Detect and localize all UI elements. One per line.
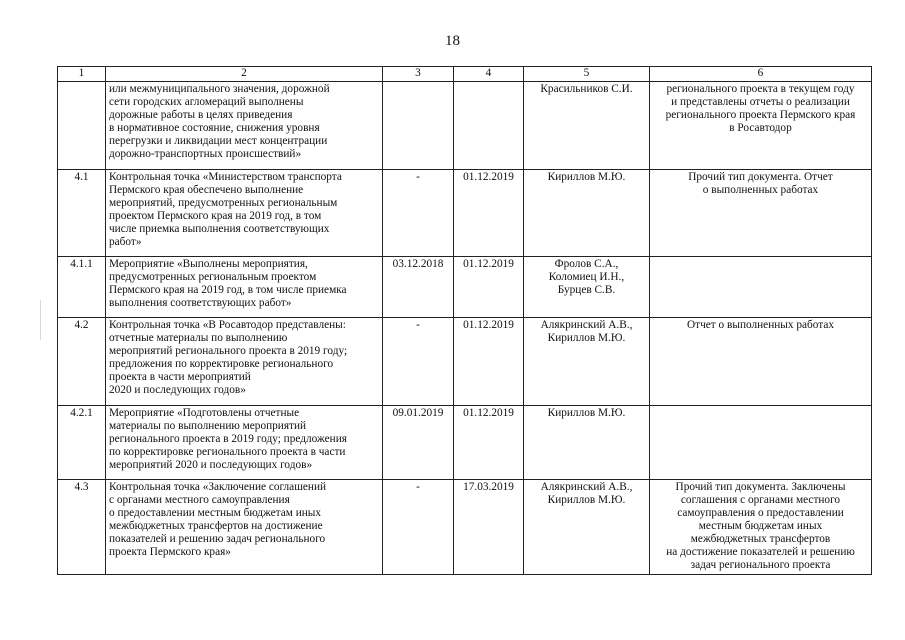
row-document <box>650 257 872 318</box>
table-row <box>58 480 872 575</box>
row-start-date: - <box>383 170 454 257</box>
row-number: 4.3 <box>58 480 106 575</box>
row-document <box>650 406 872 480</box>
row-end-date: 01.12.2019 <box>454 170 524 257</box>
col-header-start-date: 3 <box>383 67 454 82</box>
row-end-date: 17.03.2019 <box>454 480 524 575</box>
row-document: Прочий тип документа. Отчет о выполненных работах <box>650 170 872 257</box>
page-number: 18 <box>445 33 460 49</box>
table-header-row <box>58 67 872 82</box>
row-document: регионального проекта в текущем году и представлены отчеты о реализации регионального проекта Пермского края в Росавтодор <box>650 82 872 170</box>
col-header-responsible: 5 <box>524 67 650 82</box>
row-description: Контрольная точка «Заключение соглашений с органами местного самоуправления о предоставлении местным бюджетам иных межбюджетных трансфертов на достижение показателей и решению задач регионального проекта Пермского края» <box>106 480 383 575</box>
col-header-document: 6 <box>650 67 872 82</box>
table-row <box>58 257 872 318</box>
row-end-date: 01.12.2019 <box>454 406 524 480</box>
row-document: Прочий тип документа. Заключены соглашения с органами местного самоуправления о предоставлении местным бюджетам иных межбюджетных трансфертов на достижение показателей и решению задач регионального проекта <box>650 480 872 575</box>
row-responsible: Красильников С.И. <box>524 82 650 170</box>
row-number: 4.2 <box>58 318 106 406</box>
row-responsible: Кириллов М.Ю. <box>524 406 650 480</box>
col-header-number: 1 <box>58 67 106 82</box>
col-header-end-date: 4 <box>454 67 524 82</box>
row-description: Контрольная точка «Министерством транспорта Пермского края обеспечено выполнение мероприятий, предусмотренных региональным проектом Пермского края на 2019 год, в том числе приемка выполнения соответствующих работ» <box>106 170 383 257</box>
row-responsible: Алякринский А.В., Кириллов М.Ю. <box>524 480 650 575</box>
row-description: или межмуниципального значения, дорожной сети городских агломераций выполнены дорожные работы в целях приведения в нормативное состояние, снижения уровня перегрузки и ликвидации мест концентрации дорожно-транспортных происшествий» <box>106 82 383 170</box>
row-description: Мероприятие «Выполнены мероприятия, предусмотренных региональным проектом Пермского края на 2019 год, в том числе приемка выполнения соответствующих работ» <box>106 257 383 318</box>
row-responsible: Фролов С.А., Коломиец И.Н., Бурцев С.В. <box>524 257 650 318</box>
row-end-date: 01.12.2019 <box>454 257 524 318</box>
table-row <box>58 170 872 257</box>
row-responsible: Кириллов М.Ю. <box>524 170 650 257</box>
scan-edge-mark <box>40 300 41 340</box>
row-number: 4.2.1 <box>58 406 106 480</box>
plan-table <box>57 66 872 575</box>
row-number <box>58 82 106 170</box>
row-document: Отчет о выполненных работах <box>650 318 872 406</box>
row-description: Мероприятие «Подготовлены отчетные материалы по выполнению мероприятий регионального проекта в 2019 году; предложения по корректировке регионального проекта в части мероприятий 2020 и последующих годов» <box>106 406 383 480</box>
table-row <box>58 318 872 406</box>
row-start-date: - <box>383 318 454 406</box>
row-description: Контрольная точка «В Росавтодор представлены: отчетные материалы по выполнению мероприятий регионального проекта в 2019 году; предложения по корректировке регионального проекта в части мероприятий 2020 и последующих годов» <box>106 318 383 406</box>
row-start-date: 03.12.2018 <box>383 257 454 318</box>
row-start-date: - <box>383 480 454 575</box>
row-start-date <box>383 82 454 170</box>
row-end-date: 01.12.2019 <box>454 318 524 406</box>
row-number: 4.1.1 <box>58 257 106 318</box>
table-row <box>58 82 872 170</box>
row-number: 4.1 <box>58 170 106 257</box>
col-header-description: 2 <box>106 67 383 82</box>
row-start-date: 09.01.2019 <box>383 406 454 480</box>
row-responsible: Алякринский А.В., Кириллов М.Ю. <box>524 318 650 406</box>
table-row <box>58 406 872 480</box>
row-end-date <box>454 82 524 170</box>
